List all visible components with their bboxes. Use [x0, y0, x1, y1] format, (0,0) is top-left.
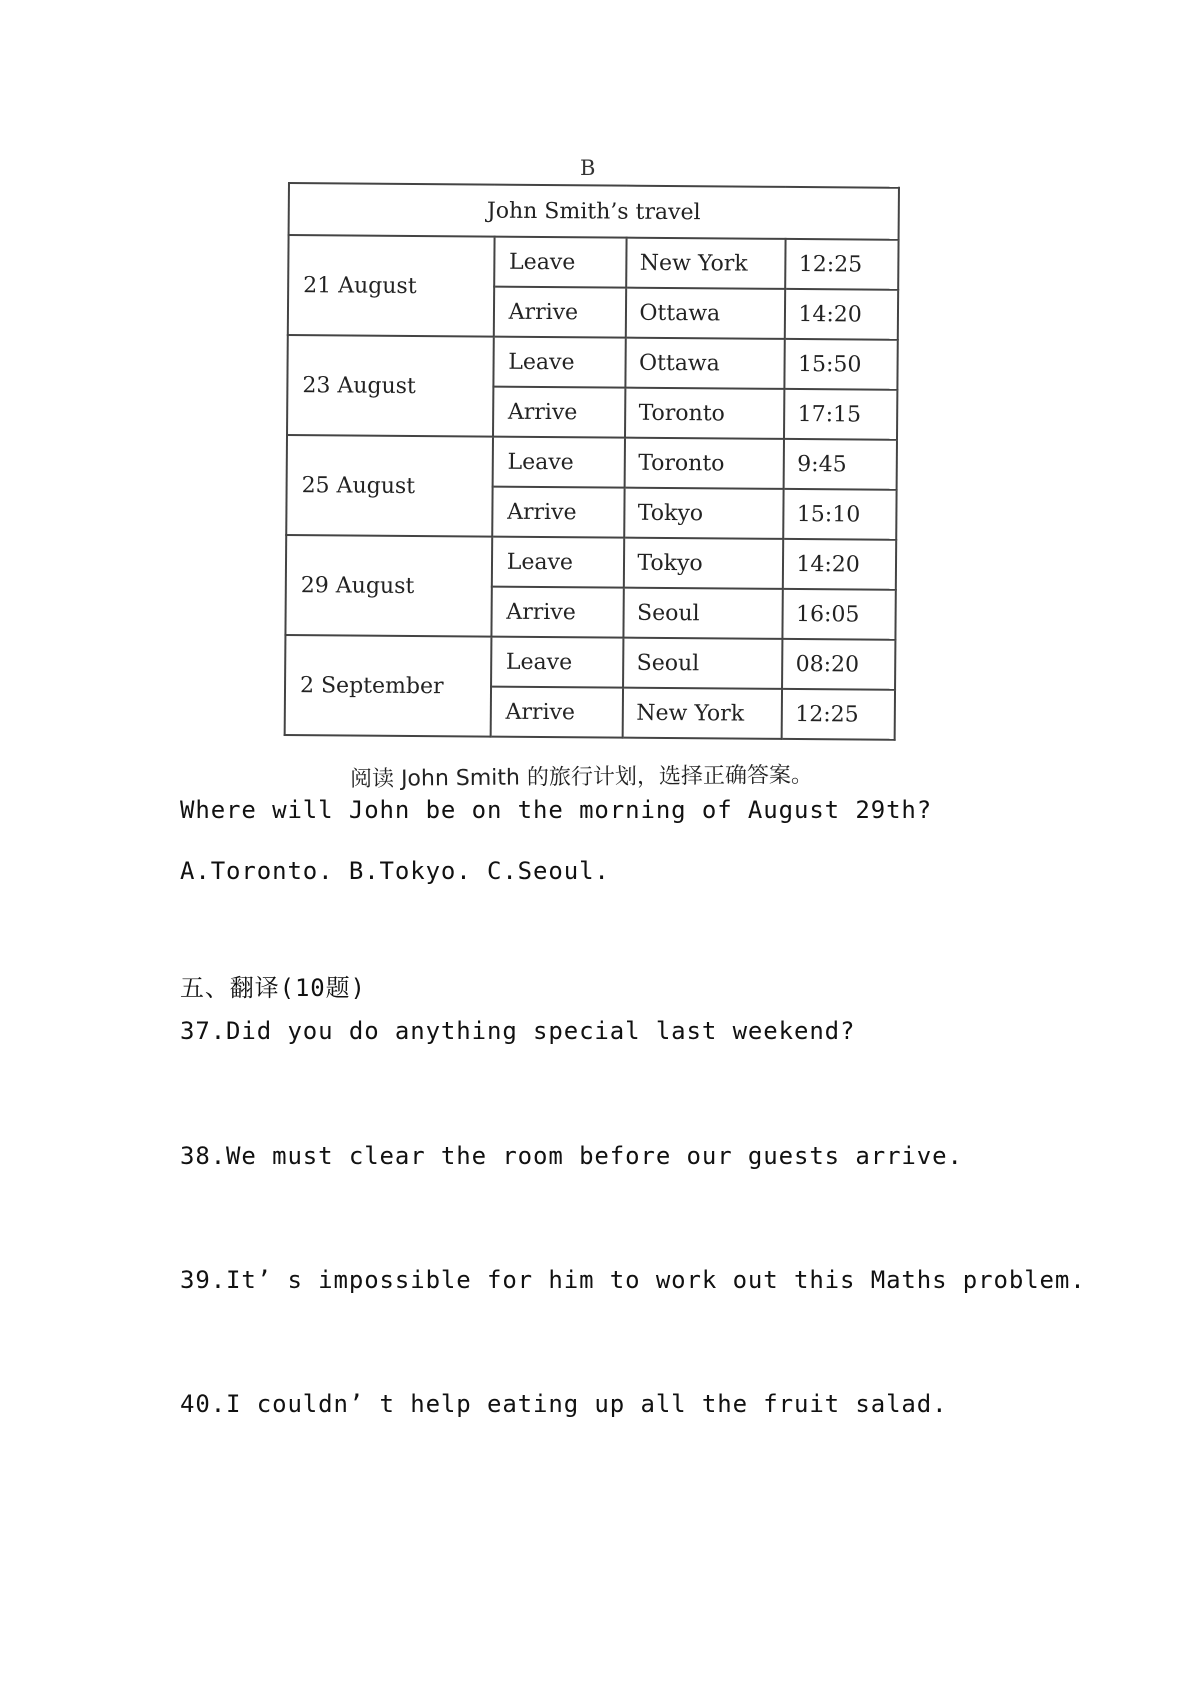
date-cell: 21 August	[288, 235, 495, 337]
city-cell: New York	[627, 238, 786, 289]
time-cell: 08:20	[782, 639, 895, 690]
time-cell: 17:15	[784, 389, 897, 440]
action-cell: Leave	[491, 637, 624, 688]
time-cell: 14:20	[785, 289, 898, 340]
city-cell: Tokyo	[625, 488, 784, 539]
date-cell: 25 August	[286, 435, 493, 537]
table-title: John Smith’s travel	[289, 183, 899, 240]
time-cell: 15:10	[784, 489, 897, 540]
table-row	[287, 435, 897, 490]
date-cell: 23 August	[287, 335, 494, 437]
action-cell: Arrive	[494, 287, 627, 338]
question-text: Where will John be on the morning of August 29th?	[180, 796, 933, 824]
table-title-row	[289, 183, 899, 240]
action-cell: Arrive	[493, 387, 626, 438]
answer-options: A.Toronto. B.Tokyo. C.Seoul.	[180, 857, 610, 885]
translation-item: 37.Did you do anything special last weekend?	[180, 1017, 856, 1045]
time-cell: 15:50	[785, 339, 898, 390]
city-cell: Ottawa	[626, 288, 785, 339]
time-cell: 12:25	[786, 239, 899, 290]
table-caption: 阅读 John Smith 的旅行计划，选择正确答案。	[349, 762, 814, 793]
action-cell: Leave	[492, 437, 625, 488]
travel-table	[284, 182, 900, 741]
time-cell: 9:45	[784, 439, 897, 490]
table-row	[288, 235, 898, 290]
city-cell: Seoul	[623, 638, 782, 689]
city-cell: Toronto	[625, 438, 784, 489]
action-cell: Leave	[494, 237, 627, 288]
action-cell: Arrive	[492, 487, 625, 538]
city-cell: Toronto	[625, 388, 784, 439]
time-cell: 12:25	[782, 689, 895, 740]
city-cell: New York	[623, 688, 782, 739]
city-cell: Seoul	[624, 588, 783, 639]
city-cell: Tokyo	[624, 538, 783, 589]
action-cell: Leave	[493, 337, 626, 388]
table-row	[285, 635, 895, 690]
date-cell: 29 August	[285, 535, 492, 637]
date-cell: 2 September	[285, 635, 492, 737]
action-cell: Arrive	[490, 687, 623, 738]
city-cell: Ottawa	[626, 338, 785, 389]
section-letter: B	[580, 156, 596, 180]
time-cell: 16:05	[783, 589, 896, 640]
table-row	[286, 535, 896, 590]
translation-item: 40.I couldn’ t help eating up all the fruit salad.	[180, 1390, 948, 1418]
action-cell: Arrive	[491, 587, 624, 638]
table-row	[287, 335, 897, 390]
action-cell: Leave	[492, 537, 625, 588]
time-cell: 14:20	[783, 539, 896, 590]
translation-item: 38.We must clear the room before our guests arrive.	[180, 1142, 963, 1170]
translation-item: 39.It’ s impossible for him to work out this Maths problem.	[180, 1266, 1086, 1294]
section-heading: 五、翻译(10题)	[180, 974, 366, 1002]
